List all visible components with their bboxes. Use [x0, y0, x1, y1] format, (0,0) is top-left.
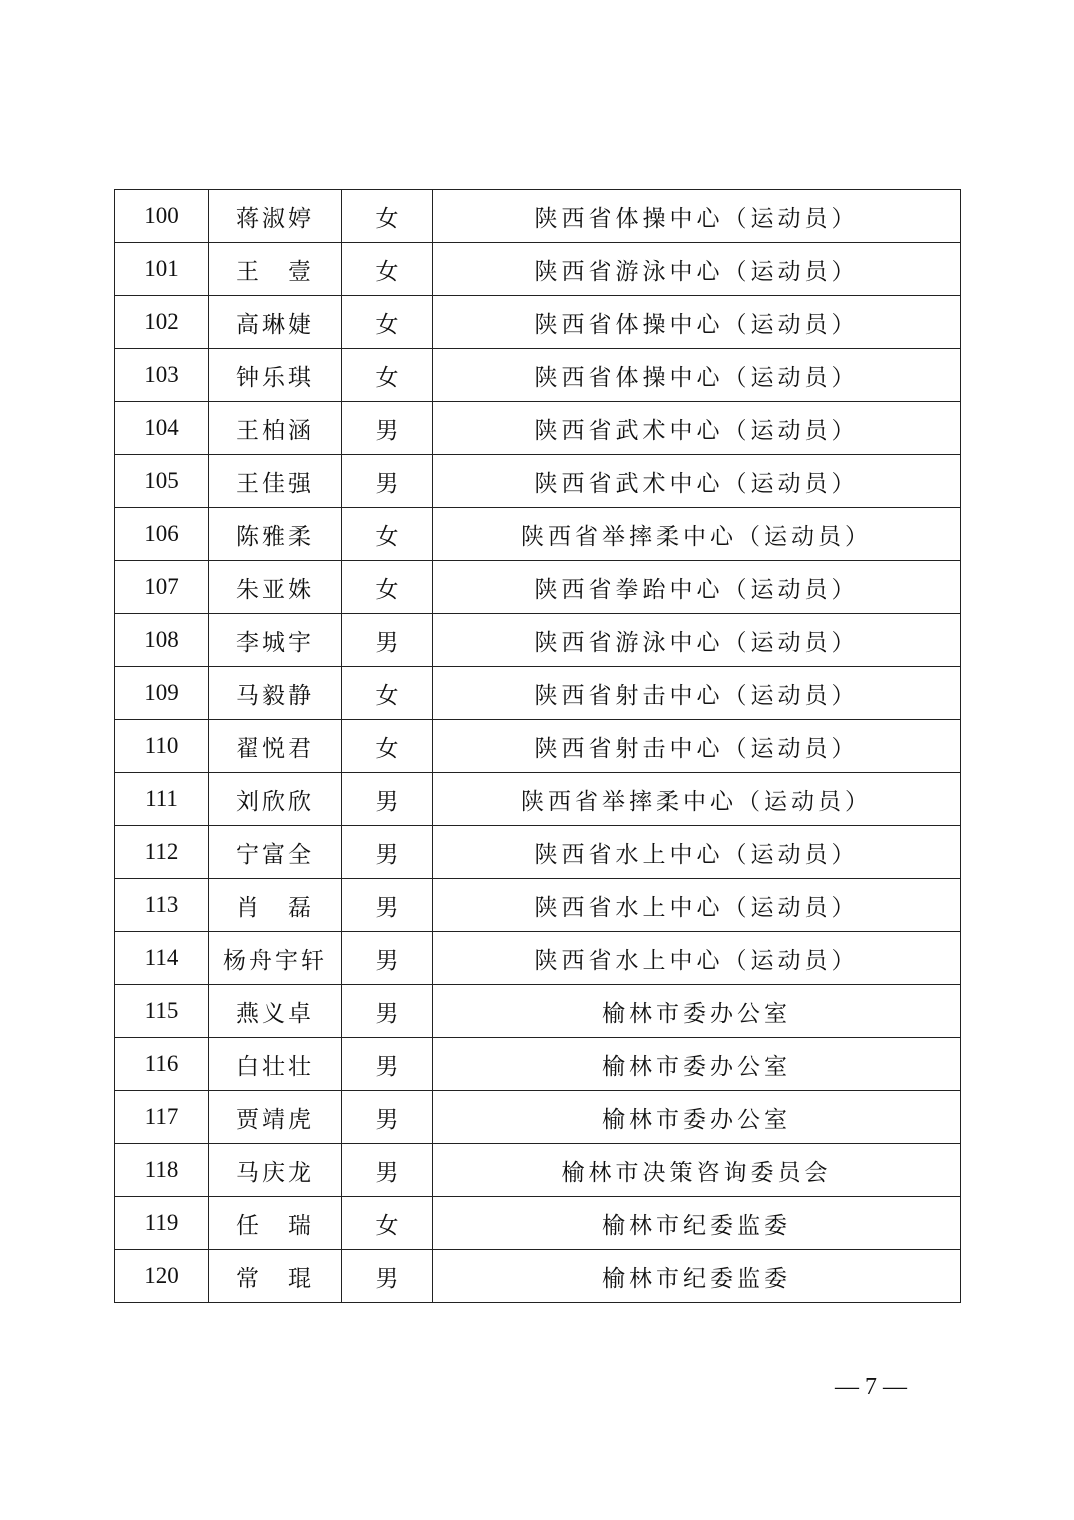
table-row	[115, 932, 961, 985]
name-cell: 马庆龙	[209, 1144, 342, 1197]
gender-cell: 女	[342, 190, 433, 243]
table-row	[115, 402, 961, 455]
table-row	[115, 773, 961, 826]
name-cell: 任 瑞	[209, 1197, 342, 1250]
unit-cell: 榆林市决策咨询委员会	[433, 1144, 961, 1197]
unit-cell: 陕西省武术中心（运动员）	[433, 455, 961, 508]
gender-cell: 女	[342, 1197, 433, 1250]
row-number-cell: 107	[115, 561, 209, 614]
name-cell: 高琳婕	[209, 296, 342, 349]
name-cell: 刘欣欣	[209, 773, 342, 826]
name-cell: 王柏涵	[209, 402, 342, 455]
row-number-cell: 114	[115, 932, 209, 985]
table-row	[115, 1038, 961, 1091]
row-number-cell: 100	[115, 190, 209, 243]
name-cell: 常 琨	[209, 1250, 342, 1303]
gender-cell: 女	[342, 667, 433, 720]
row-number-cell: 118	[115, 1144, 209, 1197]
table-row	[115, 296, 961, 349]
unit-cell: 榆林市委办公室	[433, 985, 961, 1038]
name-cell: 肖 磊	[209, 879, 342, 932]
roster-table	[114, 189, 961, 1303]
unit-cell: 陕西省体操中心（运动员）	[433, 296, 961, 349]
gender-cell: 男	[342, 402, 433, 455]
row-number-cell: 110	[115, 720, 209, 773]
row-number-cell: 120	[115, 1250, 209, 1303]
unit-cell: 榆林市委办公室	[433, 1091, 961, 1144]
unit-cell: 陕西省射击中心（运动员）	[433, 667, 961, 720]
unit-cell: 陕西省游泳中心（运动员）	[433, 614, 961, 667]
gender-cell: 女	[342, 561, 433, 614]
row-number-cell: 104	[115, 402, 209, 455]
row-number-cell: 102	[115, 296, 209, 349]
unit-cell: 陕西省武术中心（运动员）	[433, 402, 961, 455]
gender-cell: 女	[342, 508, 433, 561]
name-cell: 朱亚姝	[209, 561, 342, 614]
gender-cell: 女	[342, 296, 433, 349]
gender-cell: 男	[342, 985, 433, 1038]
row-number-cell: 111	[115, 773, 209, 826]
table-row	[115, 720, 961, 773]
name-cell: 王 壹	[209, 243, 342, 296]
table-row	[115, 826, 961, 879]
unit-cell: 陕西省体操中心（运动员）	[433, 190, 961, 243]
name-cell: 贾靖虎	[209, 1091, 342, 1144]
name-cell: 蒋淑婷	[209, 190, 342, 243]
name-cell: 马毅静	[209, 667, 342, 720]
gender-cell: 男	[342, 1144, 433, 1197]
table-row	[115, 667, 961, 720]
name-cell: 李城宇	[209, 614, 342, 667]
row-number-cell: 115	[115, 985, 209, 1038]
row-number-cell: 103	[115, 349, 209, 402]
roster-table-body	[115, 190, 961, 1303]
table-row	[115, 1091, 961, 1144]
table-row	[115, 349, 961, 402]
row-number-cell: 108	[115, 614, 209, 667]
unit-cell: 陕西省水上中心（运动员）	[433, 932, 961, 985]
name-cell: 燕义卓	[209, 985, 342, 1038]
gender-cell: 男	[342, 932, 433, 985]
unit-cell: 陕西省水上中心（运动员）	[433, 879, 961, 932]
gender-cell: 男	[342, 826, 433, 879]
name-cell: 陈雅柔	[209, 508, 342, 561]
gender-cell: 男	[342, 455, 433, 508]
name-cell: 白壮壮	[209, 1038, 342, 1091]
table-row	[115, 561, 961, 614]
row-number-cell: 113	[115, 879, 209, 932]
gender-cell: 女	[342, 243, 433, 296]
gender-cell: 男	[342, 614, 433, 667]
table-row	[115, 190, 961, 243]
unit-cell: 陕西省体操中心（运动员）	[433, 349, 961, 402]
unit-cell: 陕西省射击中心（运动员）	[433, 720, 961, 773]
name-cell: 翟悦君	[209, 720, 342, 773]
unit-cell: 陕西省举摔柔中心（运动员）	[433, 508, 961, 561]
unit-cell: 陕西省拳跆中心（运动员）	[433, 561, 961, 614]
table-row	[115, 455, 961, 508]
table-row	[115, 879, 961, 932]
unit-cell: 陕西省举摔柔中心（运动员）	[433, 773, 961, 826]
row-number-cell: 101	[115, 243, 209, 296]
gender-cell: 女	[342, 720, 433, 773]
name-cell: 王佳强	[209, 455, 342, 508]
table-row	[115, 1144, 961, 1197]
table-row	[115, 1197, 961, 1250]
unit-cell: 榆林市纪委监委	[433, 1250, 961, 1303]
page-number: — 7 —	[835, 1374, 907, 1400]
gender-cell: 男	[342, 879, 433, 932]
row-number-cell: 112	[115, 826, 209, 879]
gender-cell: 女	[342, 349, 433, 402]
gender-cell: 男	[342, 1250, 433, 1303]
row-number-cell: 116	[115, 1038, 209, 1091]
gender-cell: 男	[342, 1091, 433, 1144]
row-number-cell: 105	[115, 455, 209, 508]
name-cell: 钟乐琪	[209, 349, 342, 402]
table-row	[115, 243, 961, 296]
gender-cell: 男	[342, 773, 433, 826]
table-row	[115, 985, 961, 1038]
row-number-cell: 117	[115, 1091, 209, 1144]
row-number-cell: 119	[115, 1197, 209, 1250]
unit-cell: 陕西省游泳中心（运动员）	[433, 243, 961, 296]
unit-cell: 榆林市纪委监委	[433, 1197, 961, 1250]
unit-cell: 榆林市委办公室	[433, 1038, 961, 1091]
unit-cell: 陕西省水上中心（运动员）	[433, 826, 961, 879]
row-number-cell: 106	[115, 508, 209, 561]
table-row	[115, 1250, 961, 1303]
name-cell: 杨舟宇轩	[209, 932, 342, 985]
name-cell: 宁富全	[209, 826, 342, 879]
gender-cell: 男	[342, 1038, 433, 1091]
table-row	[115, 614, 961, 667]
row-number-cell: 109	[115, 667, 209, 720]
table-row	[115, 508, 961, 561]
